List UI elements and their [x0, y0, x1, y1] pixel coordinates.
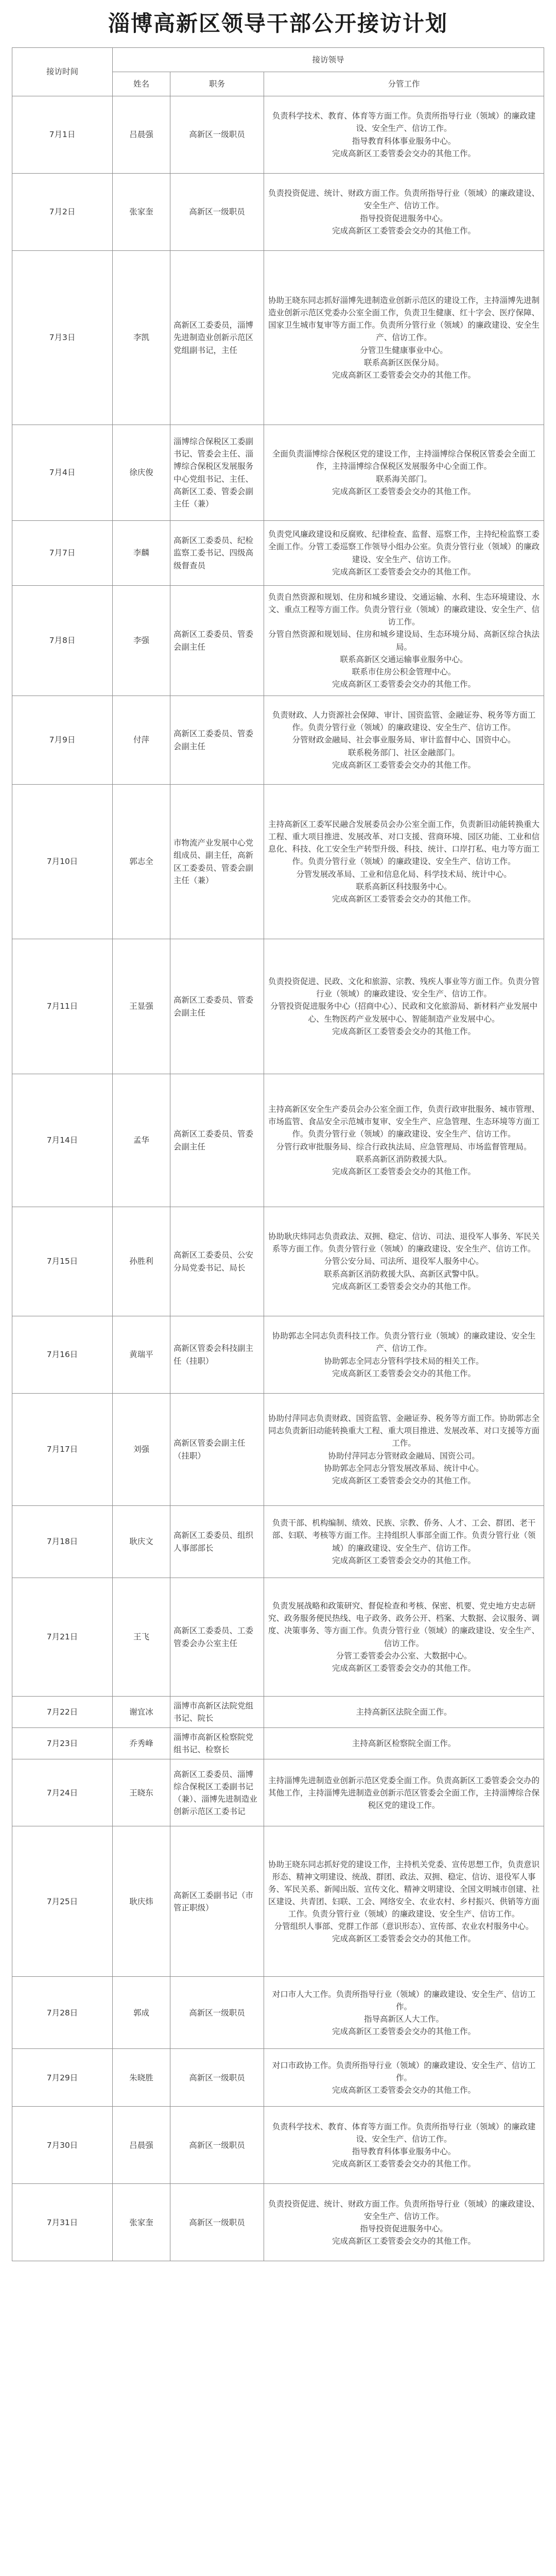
row-date: 7月4日 — [12, 425, 113, 521]
header-name: 姓名 — [113, 72, 170, 96]
table-row — [12, 785, 544, 939]
row-leader-name: 李麟 — [113, 521, 170, 586]
duty-line: 协助郭志全同志分管科学技术局的相关工作。 — [324, 1356, 484, 1366]
row-duty — [264, 2184, 544, 2261]
duty-line: 完成高新区工委管委会交办的其他工作。 — [332, 1476, 476, 1485]
table-body — [12, 96, 544, 2261]
table-row — [12, 939, 544, 1074]
duty-line: 负责发展战略和政策研究、督促检查和考核、保密、机要、党史地方史志研究、政务服务便民热线、电子政务、政务公开、档案、大数据、会议服务、调度、决策事务、等方面工作。负责分管行业（领域）的廉政建设、安全生产、信访工作。 — [268, 1601, 540, 1648]
row-duty — [264, 1697, 544, 1728]
header-duty: 分管工作 — [264, 72, 544, 96]
duty-line: 完成高新区工委管委会交办的其他工作。 — [332, 2236, 476, 2246]
row-date: 7月11日 — [12, 939, 113, 1074]
row-date: 7月28日 — [12, 1977, 113, 2049]
table-row — [12, 425, 544, 521]
duty-line: 完成高新区工委管委会交办的其他工作。 — [332, 894, 476, 904]
row-duty — [264, 939, 544, 1074]
duty-line: 分管财政金融局、社会事业服务局、审计监督中心、国资中心。 — [292, 735, 516, 745]
row-leader-name: 耿庆炜 — [113, 1826, 170, 1977]
duty-line: 完成高新区工委管委会交办的其他工作。 — [332, 2159, 476, 2168]
row-leader-position: 高新区工委委员、公安分局党委书记、局长 — [170, 1207, 264, 1316]
row-duty — [264, 521, 544, 586]
table-row — [12, 2184, 544, 2261]
duty-line: 负责干部、机构编制、绩效、民族、宗教、侨务、人才、工会、群团、老干部、妇联、考核等方面工作。主持组织人事部全面工作。负责分管行业（领域）的廉政建设、安全生产、信访工作。 — [272, 1518, 536, 1553]
row-leader-name: 朱晓胜 — [113, 2049, 170, 2107]
duty-line: 完成高新区工委管委会交办的其他工作。 — [332, 2085, 476, 2095]
duty-line: 主持高新区检察院全面工作。 — [352, 1739, 456, 1749]
row-leader-name: 乔秀峰 — [113, 1728, 170, 1759]
row-date: 7月21日 — [12, 1578, 113, 1697]
row-duty — [264, 1506, 544, 1578]
duty-line: 联系高新区消防救援大队、高新区武警中队。 — [324, 1269, 484, 1279]
row-leader-position: 高新区工委委员、纪检监察工委书记、四级高级督查员 — [170, 521, 264, 586]
row-date: 7月22日 — [12, 1697, 113, 1728]
row-leader-name: 郭志全 — [113, 785, 170, 939]
row-date: 7月3日 — [12, 251, 113, 425]
table-row — [12, 96, 544, 174]
row-duty — [264, 1207, 544, 1316]
table-row — [12, 1394, 544, 1506]
table-row — [12, 174, 544, 251]
table-row — [12, 2049, 544, 2107]
duty-line: 对口市政协工作。负责所指导行业（领域）的廉政建设、安全生产、信访工作。 — [272, 2060, 536, 2082]
table-row — [12, 1506, 544, 1578]
row-leader-position: 高新区一级职员 — [170, 2049, 264, 2107]
duty-line: 分管卫生健康事业中心。 — [360, 345, 448, 355]
duty-line: 协助郭志全同志负责科技工作。负责分管行业（领域）的廉政建设、安全生产、信访工作。 — [272, 1331, 536, 1353]
duty-line: 指导教育科体事业服务中心。 — [352, 2146, 456, 2156]
row-leader-position: 高新区一级职员 — [170, 96, 264, 174]
row-date: 7月8日 — [12, 586, 113, 696]
table-row — [12, 1316, 544, 1394]
duty-line: 主持淄博先进制造业创新示范区党委全面工作。负责高新区工委管委会交办的其他工作，主持淄博先进制造业创新示范区管委会全面工作，主持淄博综合保税区党的建设工作。 — [268, 1775, 540, 1810]
duty-line: 完成高新区工委管委会交办的其他工作。 — [332, 2026, 476, 2036]
duty-line: 联系高新区交通运输事业服务中心。 — [340, 654, 468, 664]
row-leader-position: 高新区一级职员 — [170, 2107, 264, 2184]
duty-line: 指导投资促进服务中心。 — [360, 2224, 448, 2233]
table-row — [12, 1759, 544, 1826]
row-duty — [264, 174, 544, 251]
row-date: 7月24日 — [12, 1759, 113, 1826]
duty-line: 协助王晓东同志抓好党的建设工作，主持机关党委、宣传思想工作，负责意识形态、精神文明建设、统战、群团、政法、双拥、稳定、信访、退役军人事务、军民关系、新闻出版、宣传文化、精神文明建设、全国文明城市创建、社区建设、共青团、妇联、工会、网络安全、农业农村、乡村振兴、供销等方面工作。负责分管行业（领域）的廉政建设、安全生产、信访工作。 — [268, 1859, 540, 1919]
header-position: 职务 — [170, 72, 264, 96]
row-date: 7月14日 — [12, 1074, 113, 1207]
row-duty — [264, 425, 544, 521]
duty-line: 完成高新区工委管委会交办的其他工作。 — [332, 1663, 476, 1673]
duty-line: 负责财政、人力资源社会保障、审计、国资监管、金融证券、税务等方面工作。负责分管行业（领域）的廉政建设、安全生产、信访工作。 — [272, 710, 536, 733]
row-leader-position: 高新区工委委员、工委管委会办公室主任 — [170, 1578, 264, 1697]
row-date: 7月23日 — [12, 1728, 113, 1759]
row-leader-name: 付萍 — [113, 696, 170, 785]
table-row — [12, 1977, 544, 2049]
row-date: 7月7日 — [12, 521, 113, 586]
duty-line: 分管工委管委会办公室、大数据中心。 — [336, 1651, 472, 1660]
duty-line: 完成高新区工委管委会交办的其他工作。 — [332, 1368, 476, 1378]
row-date: 7月25日 — [12, 1826, 113, 1977]
duty-line: 负责科学技术、教育、体育等方面工作。负责所指导行业（领域）的廉政建设、安全生产、信访工作。 — [272, 111, 536, 133]
row-leader-position: 高新区工委副书记（市管正职级） — [170, 1826, 264, 1977]
duty-line: 协助王晓东同志抓好淄博先进制造业创新示范区的建设工作，主持淄博先进制造业创新示范区党委办公室全面工作，负责卫生健康、红十字会、医疗保障、国家卫生城市复审等方面工作。负责所分管行业（领域）的廉政建设、安全生产、信访工作。 — [268, 296, 540, 343]
duty-line: 指导高新区人大工作。 — [363, 2014, 444, 2024]
row-duty — [264, 1578, 544, 1697]
duty-line: 联系海关部门。 — [376, 474, 432, 484]
row-leader-position: 高新区工委委员、组织人事部部长 — [170, 1506, 264, 1578]
duty-line: 负责党风廉政建设和反腐败、纪律检查、监督、巡察工作，主持纪检监察工委全面工作。分管工委巡察工作领导小组办公室。负责分管行业（领域）的廉政建设、安全生产、信访工作。 — [268, 530, 540, 564]
row-leader-position: 高新区一级职员 — [170, 1977, 264, 2049]
duty-line: 联系高新区科技服务中心。 — [356, 882, 452, 891]
table-header — [12, 48, 544, 96]
duty-line: 完成高新区工委管委会交办的其他工作。 — [332, 370, 476, 380]
row-leader-position: 淄博市高新区法院党组书记、院长 — [170, 1697, 264, 1728]
row-leader-name: 耿庆文 — [113, 1506, 170, 1578]
duty-line: 完成高新区工委管委会交办的其他工作。 — [332, 486, 476, 496]
header-leader-group: 接访领导 — [113, 48, 544, 72]
row-duty — [264, 1394, 544, 1506]
table-row — [12, 586, 544, 696]
row-leader-position: 淄博市高新区检察院党组书记、检察长 — [170, 1728, 264, 1759]
duty-line: 分管投资促进服务中心（招商中心）、民政和文化旅游局、新材料产业发展中心、生物医药产业发展中心、智能制造产业发展中心。 — [270, 1002, 538, 1024]
row-leader-name: 王显强 — [113, 939, 170, 1074]
row-duty — [264, 1977, 544, 2049]
duty-line: 分管组织人事部、党群工作部（意识形态）、宣传部、农业农村服务中心。 — [274, 1921, 534, 1931]
table-row — [12, 1578, 544, 1697]
duty-line: 完成高新区工委管委会交办的其他工作。 — [332, 1934, 476, 1943]
row-leader-position: 高新区工委委员、管委会副主任 — [170, 939, 264, 1074]
row-leader-name: 吕晨强 — [113, 2107, 170, 2184]
row-leader-name: 郭成 — [113, 1977, 170, 2049]
row-date: 7月9日 — [12, 696, 113, 785]
row-leader-position: 市物流产业发展中心党组成员、副主任，高新区工委委员、管委会副主任（兼） — [170, 785, 264, 939]
duty-line: 完成高新区工委管委会交办的其他工作。 — [332, 226, 476, 235]
row-leader-name: 张家奎 — [113, 174, 170, 251]
row-leader-position: 高新区工委委员，淄博先进制造业创新示范区党组副书记，主任 — [170, 251, 264, 425]
row-leader-name: 王晓东 — [113, 1759, 170, 1826]
row-leader-name: 孟华 — [113, 1074, 170, 1207]
duty-line: 负责科学技术、教育、体育等方面工作。负责所指导行业（领域）的廉政建设、安全生产、信访工作。 — [272, 2122, 536, 2144]
document-title: 淄博高新区领导干部公开接访计划 — [108, 11, 448, 36]
row-duty — [264, 251, 544, 425]
duty-line: 负责投资促进、民政、文化和旅游、宗教、残疾人事业等方面工作。负责分管行业（领域）的廉政建设、安全生产、信访工作。 — [268, 977, 540, 999]
table-row — [12, 696, 544, 785]
row-duty — [264, 1074, 544, 1207]
row-leader-position: 高新区管委会副主任（挂职） — [170, 1394, 264, 1506]
table-row — [12, 1074, 544, 1207]
duty-line: 完成高新区工委管委会交办的其他工作。 — [332, 148, 476, 158]
row-duty — [264, 1728, 544, 1759]
row-duty — [264, 586, 544, 696]
row-leader-name: 孙胜利 — [113, 1207, 170, 1316]
duty-line: 联系高新区消防救援大队。 — [356, 1154, 452, 1164]
row-duty — [264, 785, 544, 939]
table-row — [12, 1207, 544, 1316]
row-duty — [264, 96, 544, 174]
table-row — [12, 1728, 544, 1759]
duty-line: 完成高新区工委管委会交办的其他工作。 — [332, 1281, 476, 1291]
row-leader-position: 高新区一级职员 — [170, 2184, 264, 2261]
row-duty — [264, 2049, 544, 2107]
row-leader-name: 徐庆俊 — [113, 425, 170, 521]
row-leader-name: 王飞 — [113, 1578, 170, 1697]
table-row — [12, 521, 544, 586]
duty-line: 负责投资促进、统计、财政方面工作。负责所指导行业（领域）的廉政建设、安全生产、信访工作。 — [268, 2199, 540, 2221]
row-date: 7月18日 — [12, 1506, 113, 1578]
row-date: 7月31日 — [12, 2184, 113, 2261]
duty-line: 全面负责淄博综合保税区党的建设工作，主持淄博综合保税区管委会全面工作，主持淄博综合保税区发展服务中心全面工作。 — [272, 449, 536, 471]
duty-line: 协助郭志全同志分管发展改革局、统计中心。 — [324, 1463, 484, 1473]
duty-line: 主持高新区法院全面工作。 — [356, 1707, 452, 1717]
row-leader-name: 刘强 — [113, 1394, 170, 1506]
row-leader-position: 高新区工委委员、淄博综合保税区工委副书记（兼）、淄博先进制造业创新示范区工委书记 — [170, 1759, 264, 1826]
duty-line: 完成高新区工委管委会交办的其他工作。 — [332, 760, 476, 770]
duty-line: 联系高新区医保分局。 — [363, 358, 444, 367]
row-duty — [264, 696, 544, 785]
duty-line: 分管自然资源和规划局、住房和城乡建设局、生态环境分局、高新区综合执法局。 — [268, 630, 540, 652]
duty-line: 完成高新区工委管委会交办的其他工作。 — [332, 1026, 476, 1036]
row-leader-position: 高新区一级职员 — [170, 174, 264, 251]
row-date: 7月30日 — [12, 2107, 113, 2184]
row-date: 7月1日 — [12, 96, 113, 174]
duty-line: 联系市住房公积金管理中心。 — [352, 667, 456, 676]
duty-line: 负责自然资源和规划、住房和城乡建设、交通运输、水利、生态环境建设、水文、重点工程等方面工作。负责分管行业（领域）的廉政建设、安全生产、信访工作。 — [268, 592, 540, 627]
row-date: 7月2日 — [12, 174, 113, 251]
row-duty — [264, 2107, 544, 2184]
row-date: 7月16日 — [12, 1316, 113, 1394]
row-date: 7月17日 — [12, 1394, 113, 1506]
row-date: 7月29日 — [12, 2049, 113, 2107]
duty-line: 指导教育科体事业服务中心。 — [352, 136, 456, 146]
duty-line: 指导投资促进服务中心。 — [360, 213, 448, 223]
row-leader-name: 黄瑞平 — [113, 1316, 170, 1394]
table-row — [12, 1697, 544, 1728]
duty-line: 分管行政审批服务局、综合行政执法局、应急管理局、市场监督管理局。 — [276, 1142, 532, 1151]
row-leader-position: 高新区工委委员、管委会副主任 — [170, 696, 264, 785]
duty-line: 对口市人大工作。负责所指导行业（领域）的廉政建设、安全生产、信访工作。 — [272, 1989, 536, 2011]
header-date: 接访时间 — [12, 48, 113, 96]
duty-line: 完成高新区工委管委会交办的其他工作。 — [332, 567, 476, 577]
duty-line: 完成高新区工委管委会交办的其他工作。 — [332, 679, 476, 689]
duty-line: 完成高新区工委管委会交办的其他工作。 — [332, 1166, 476, 1176]
row-duty — [264, 1826, 544, 1977]
duty-line: 协助耿庆炜同志负责政法、双拥、稳定、信访、司法、退役军人事务、军民关系等方面工作。负责分管行业（领域）的廉政建设、安全生产、信访工作。 — [268, 1232, 540, 1254]
duty-line: 协助付萍同志负责财政、国资监管、金融证券、税务等方面工作。协助郭志全同志负责新旧动能转换重大工程、重大项目推进、发展改革、对口支援等方面工作。 — [268, 1414, 540, 1448]
table-row — [12, 1826, 544, 1977]
duty-line: 完成高新区工委管委会交办的其他工作。 — [332, 1555, 476, 1565]
duty-line: 分管发展改革局、工业和信息化局、科学技术局、统计中心。 — [296, 869, 512, 879]
row-leader-name: 李凯 — [113, 251, 170, 425]
row-leader-position: 高新区工委委员、管委会副主任 — [170, 586, 264, 696]
duty-line: 主持高新区工委军民融合发展委员会办公室全面工作，负责新旧动能转换重大工程、重大项目推进、发展改革、对口支援、营商环境、园区功能、工业和信息化、科技、化工安全生产转型升级、科技、统计、口岸打私、电力等方面工作。负责分管行业（领域）的廉政建设、安全生产、信访工作。 — [268, 820, 540, 867]
row-date: 7月15日 — [12, 1207, 113, 1316]
row-leader-name: 谢宜冰 — [113, 1697, 170, 1728]
duty-line: 联系税务部门、社区金融部门。 — [348, 748, 460, 757]
row-leader-position: 高新区工委委员、管委会副主任 — [170, 1074, 264, 1207]
table-row — [12, 251, 544, 425]
duty-line: 分管公安分局、司法所、退役军人服务中心。 — [324, 1257, 484, 1266]
row-leader-name: 吕晨强 — [113, 96, 170, 174]
row-leader-name: 李强 — [113, 586, 170, 696]
row-date: 7月10日 — [12, 785, 113, 939]
row-duty — [264, 1316, 544, 1394]
table-row — [12, 2107, 544, 2184]
reception-schedule-table — [12, 47, 544, 2261]
duty-line: 协助付萍同志分管财政金融局、国资公司。 — [328, 1451, 480, 1461]
duty-line: 主持高新区安全生产委员会办公室全面工作，负责行政审批服务、城市管理、市场监管、食品安全示范城市复审、安全生产、应急管理、生态环境等方面工作。负责分管行业（领域）的廉政建设、安全生产、信访工作。 — [268, 1105, 540, 1139]
duty-line: 负责投资促进、统计、财政方面工作。负责所指导行业（领域）的廉政建设、安全生产、信访工作。 — [268, 189, 540, 211]
row-duty — [264, 1759, 544, 1826]
row-leader-position: 高新区管委会科技副主任（挂职） — [170, 1316, 264, 1394]
row-leader-name: 张家奎 — [113, 2184, 170, 2261]
row-leader-position: 淄博综合保税区工委副书记、管委会主任、淄博综合保税区发展服务中心党组书记、主任、高新区工委、管委会副主任（兼） — [170, 425, 264, 521]
